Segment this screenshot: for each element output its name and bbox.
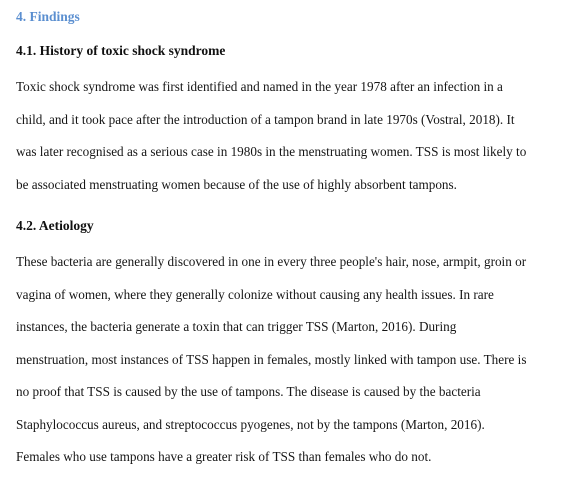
subsection-title-aetiology: 4.2. Aetiology [16, 218, 94, 233]
subsection-title-history: 4.1. History of toxic shock syndrome [16, 43, 226, 58]
paragraph-line: instances, the bacteria generate a toxin that can trigger TSS (Marton, 2016). During [16, 319, 457, 334]
paragraph-line: Toxic shock syndrome was first identified and named in the year 1978 after an infection in a [16, 79, 503, 94]
paragraph-line: was later recognised as a serious case in 1980s in the menstruating women. TSS is most likely to [16, 144, 527, 159]
paragraph-line: Staphylococcus aureus, and streptococcus pyogenes, not by the tampons (Marton, 2016). [16, 416, 485, 432]
paragraph-line: menstruation, most instances of TSS happen in females, mostly linked with tampon use. There is [16, 351, 527, 367]
paragraph-line: be associated menstruating women because of the use of highly absorbent tampons. [16, 176, 457, 192]
paragraph-line: no proof that TSS is caused by the use of tampons. The disease is caused by the bacteria [16, 384, 481, 399]
paragraph-history [16, 71, 576, 201]
paragraph-line: vagina of women, where they generally colonize without causing any health issues. In rare [16, 286, 494, 302]
section-title: 4. Findings [16, 9, 80, 24]
paragraph-aetiology [16, 246, 576, 474]
paragraph-line: child, and it took pace after the introduction of a tampon brand in late 1970s (Vostral, 2018). It [16, 111, 515, 127]
paragraph-line: Females who use tampons have a greater risk of TSS than females who do not. [16, 449, 432, 464]
paragraph-line: These bacteria are generally discovered in one in every three people's hair, nose, armpit, groin or [16, 254, 527, 269]
